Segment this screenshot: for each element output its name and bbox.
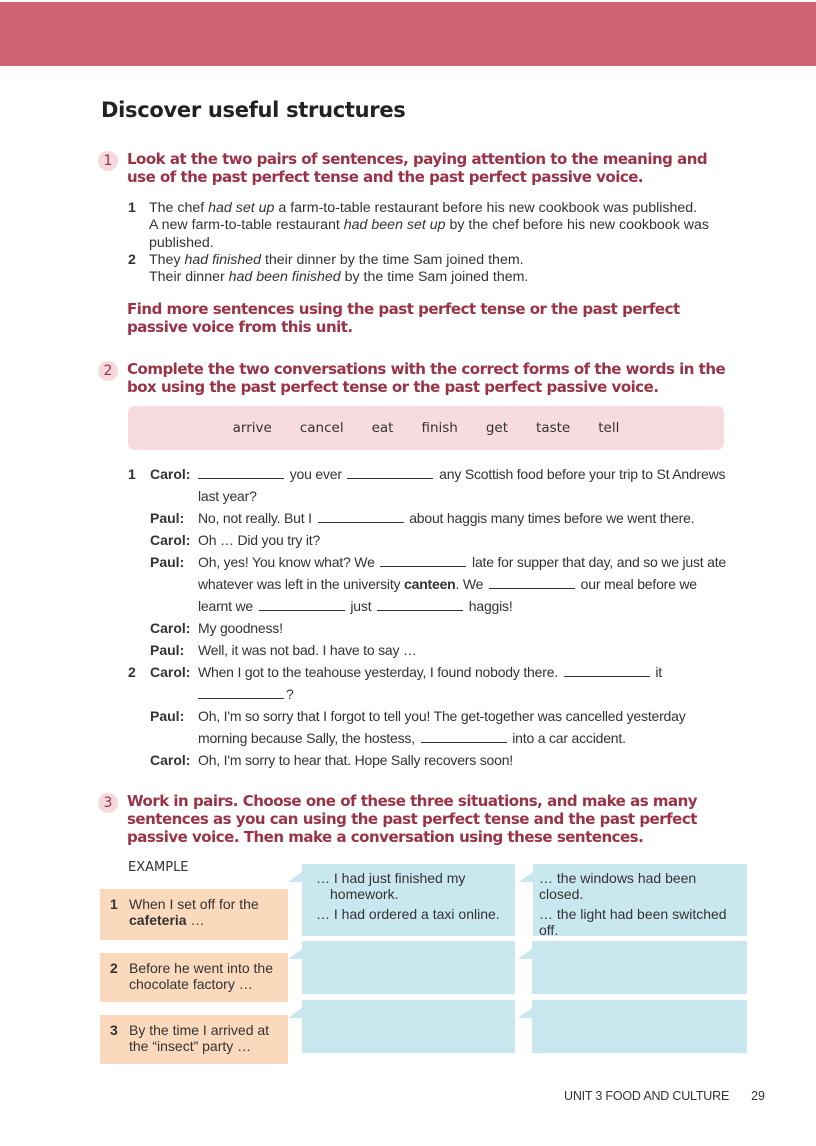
answer-blank[interactable] <box>489 577 575 589</box>
dialog-line: Carol: Oh … Did you try it? <box>128 529 728 551</box>
speech-bubble[interactable] <box>302 941 515 994</box>
answer-blank[interactable] <box>198 467 284 479</box>
speech-bubble[interactable] <box>302 1000 515 1053</box>
answer-blank[interactable] <box>564 665 650 677</box>
exercise-1-instruction: Look at the two pairs of sentences, paying attention to the meaning and use of the past perfect tense and the past perfect passive voice. <box>127 150 708 186</box>
speaker: Carol: <box>150 620 191 636</box>
speech-bubble[interactable]: … the windows had been closed. … the light had been switched off. <box>533 864 747 936</box>
answer-blank[interactable] <box>380 555 466 567</box>
exercise-2-instruction: Complete the two conversations with the correct forms of the words in the box using the past perfect tense or the past perfect passive voice. <box>127 360 726 396</box>
speaker: Carol: <box>150 532 191 548</box>
speech-bubble[interactable] <box>532 941 747 994</box>
answer-blank[interactable] <box>259 599 345 611</box>
dialog-line: 2 Carol: When I got to the teahouse yesterday, I found nobody there. it ? <box>128 661 728 705</box>
dialog-line: 1 Carol: you ever any Scottish food before your trip to St Andrews last year? <box>128 463 728 507</box>
word-item: cancel <box>299 420 344 436</box>
speaker: Paul: <box>150 510 185 526</box>
word-item: get <box>485 420 509 436</box>
example-sentences <box>128 200 728 286</box>
word-item: finish <box>421 420 458 436</box>
dialog-line: Paul: Well, it was not bad. I have to say … <box>128 639 728 661</box>
example-label: EXAMPLE <box>128 860 189 875</box>
answer-blank[interactable] <box>198 687 284 699</box>
answer-blank[interactable] <box>318 511 404 523</box>
exercise-2-heading <box>98 360 728 396</box>
sentence-pair <box>128 252 728 287</box>
word-item: eat <box>371 420 394 436</box>
speaker: Paul: <box>150 708 185 724</box>
unit-label: UNIT 3 FOOD AND CULTURE <box>564 1089 730 1103</box>
exercise-3-heading <box>98 792 728 846</box>
word-item: arrive <box>232 420 272 436</box>
sentence: Their dinner had been finished by the time Sam joined them. <box>149 269 529 286</box>
speaker: Carol: <box>150 752 191 768</box>
dialog-line: Paul: No, not really. But I about haggis many times before we went there. <box>128 507 728 529</box>
dialog-line: Paul: Oh, yes! You know what? We late for supper that day, and so we just ate whatever was left in the university canteen. We our meal before we learnt we just haggis! <box>128 551 728 617</box>
item-number: 2 <box>128 251 136 268</box>
sentence: A new farm-to-table restaurant had been set up by the chef before his new cookbook was published. <box>149 217 709 251</box>
conversation-number: 2 <box>128 664 136 680</box>
speaker: Carol: <box>150 664 191 680</box>
dialog-line: Carol: Oh, I'm sorry to hear that. Hope Sally recovers soon! <box>128 749 728 771</box>
conversation-number: 1 <box>128 466 136 482</box>
sentence: They had finished their dinner by the time Sam joined them. <box>149 251 524 268</box>
word-box <box>128 406 724 450</box>
answer-blank[interactable] <box>377 599 463 611</box>
exercise-1-heading <box>98 150 728 186</box>
page-footer <box>564 1089 765 1103</box>
speaker: Paul: <box>150 554 185 570</box>
header-band <box>0 2 816 66</box>
exercise-number-badge: 1 <box>98 151 118 171</box>
exercise-1-followup: Find more sentences using the past perfect tense or the past perfect passive voice from this unit. <box>127 300 680 336</box>
speaker: Paul: <box>150 642 185 658</box>
page-title: Discover useful structures <box>101 98 406 122</box>
speech-bubble[interactable] <box>532 1000 747 1053</box>
dialog-line: Paul: Oh, I'm so sorry that I forgot to tell you! The get-together was cancelled yesterday morning because Sally, the hostess, into a car accident. <box>128 705 728 749</box>
answer-blank[interactable] <box>347 467 433 479</box>
page-number: 29 <box>751 1089 766 1103</box>
sentence-pair <box>128 200 728 252</box>
item-number: 1 <box>128 200 136 216</box>
situation-card: 2 Before he went into the chocolate factory … <box>100 953 288 1002</box>
word-item: tell <box>598 420 620 436</box>
speaker: Carol: <box>150 466 191 482</box>
word-item: taste <box>536 420 571 436</box>
conversations <box>128 463 728 771</box>
situation-card: 1 When I set off for the cafeteria … <box>100 889 288 940</box>
dialog-line: Carol: My goodness! <box>128 617 728 639</box>
situation-card: 3 By the time I arrived at the “insect” party … <box>100 1015 288 1064</box>
answer-blank[interactable] <box>421 731 507 743</box>
speech-bubble[interactable]: … I had just finished my homework. … I had ordered a taxi online. <box>302 864 515 936</box>
exercise-number-badge: 2 <box>98 361 118 381</box>
exercise-number-badge: 3 <box>98 793 118 813</box>
sentence: The chef had set up a farm-to-table restaurant before his new cookbook was published. <box>149 200 698 216</box>
exercise-3-instruction: Work in pairs. Choose one of these three situations, and make as many sentences as you can using the past perfect tense and the past perfect passive voice. Then make a conversation using these sentences. <box>127 792 698 846</box>
